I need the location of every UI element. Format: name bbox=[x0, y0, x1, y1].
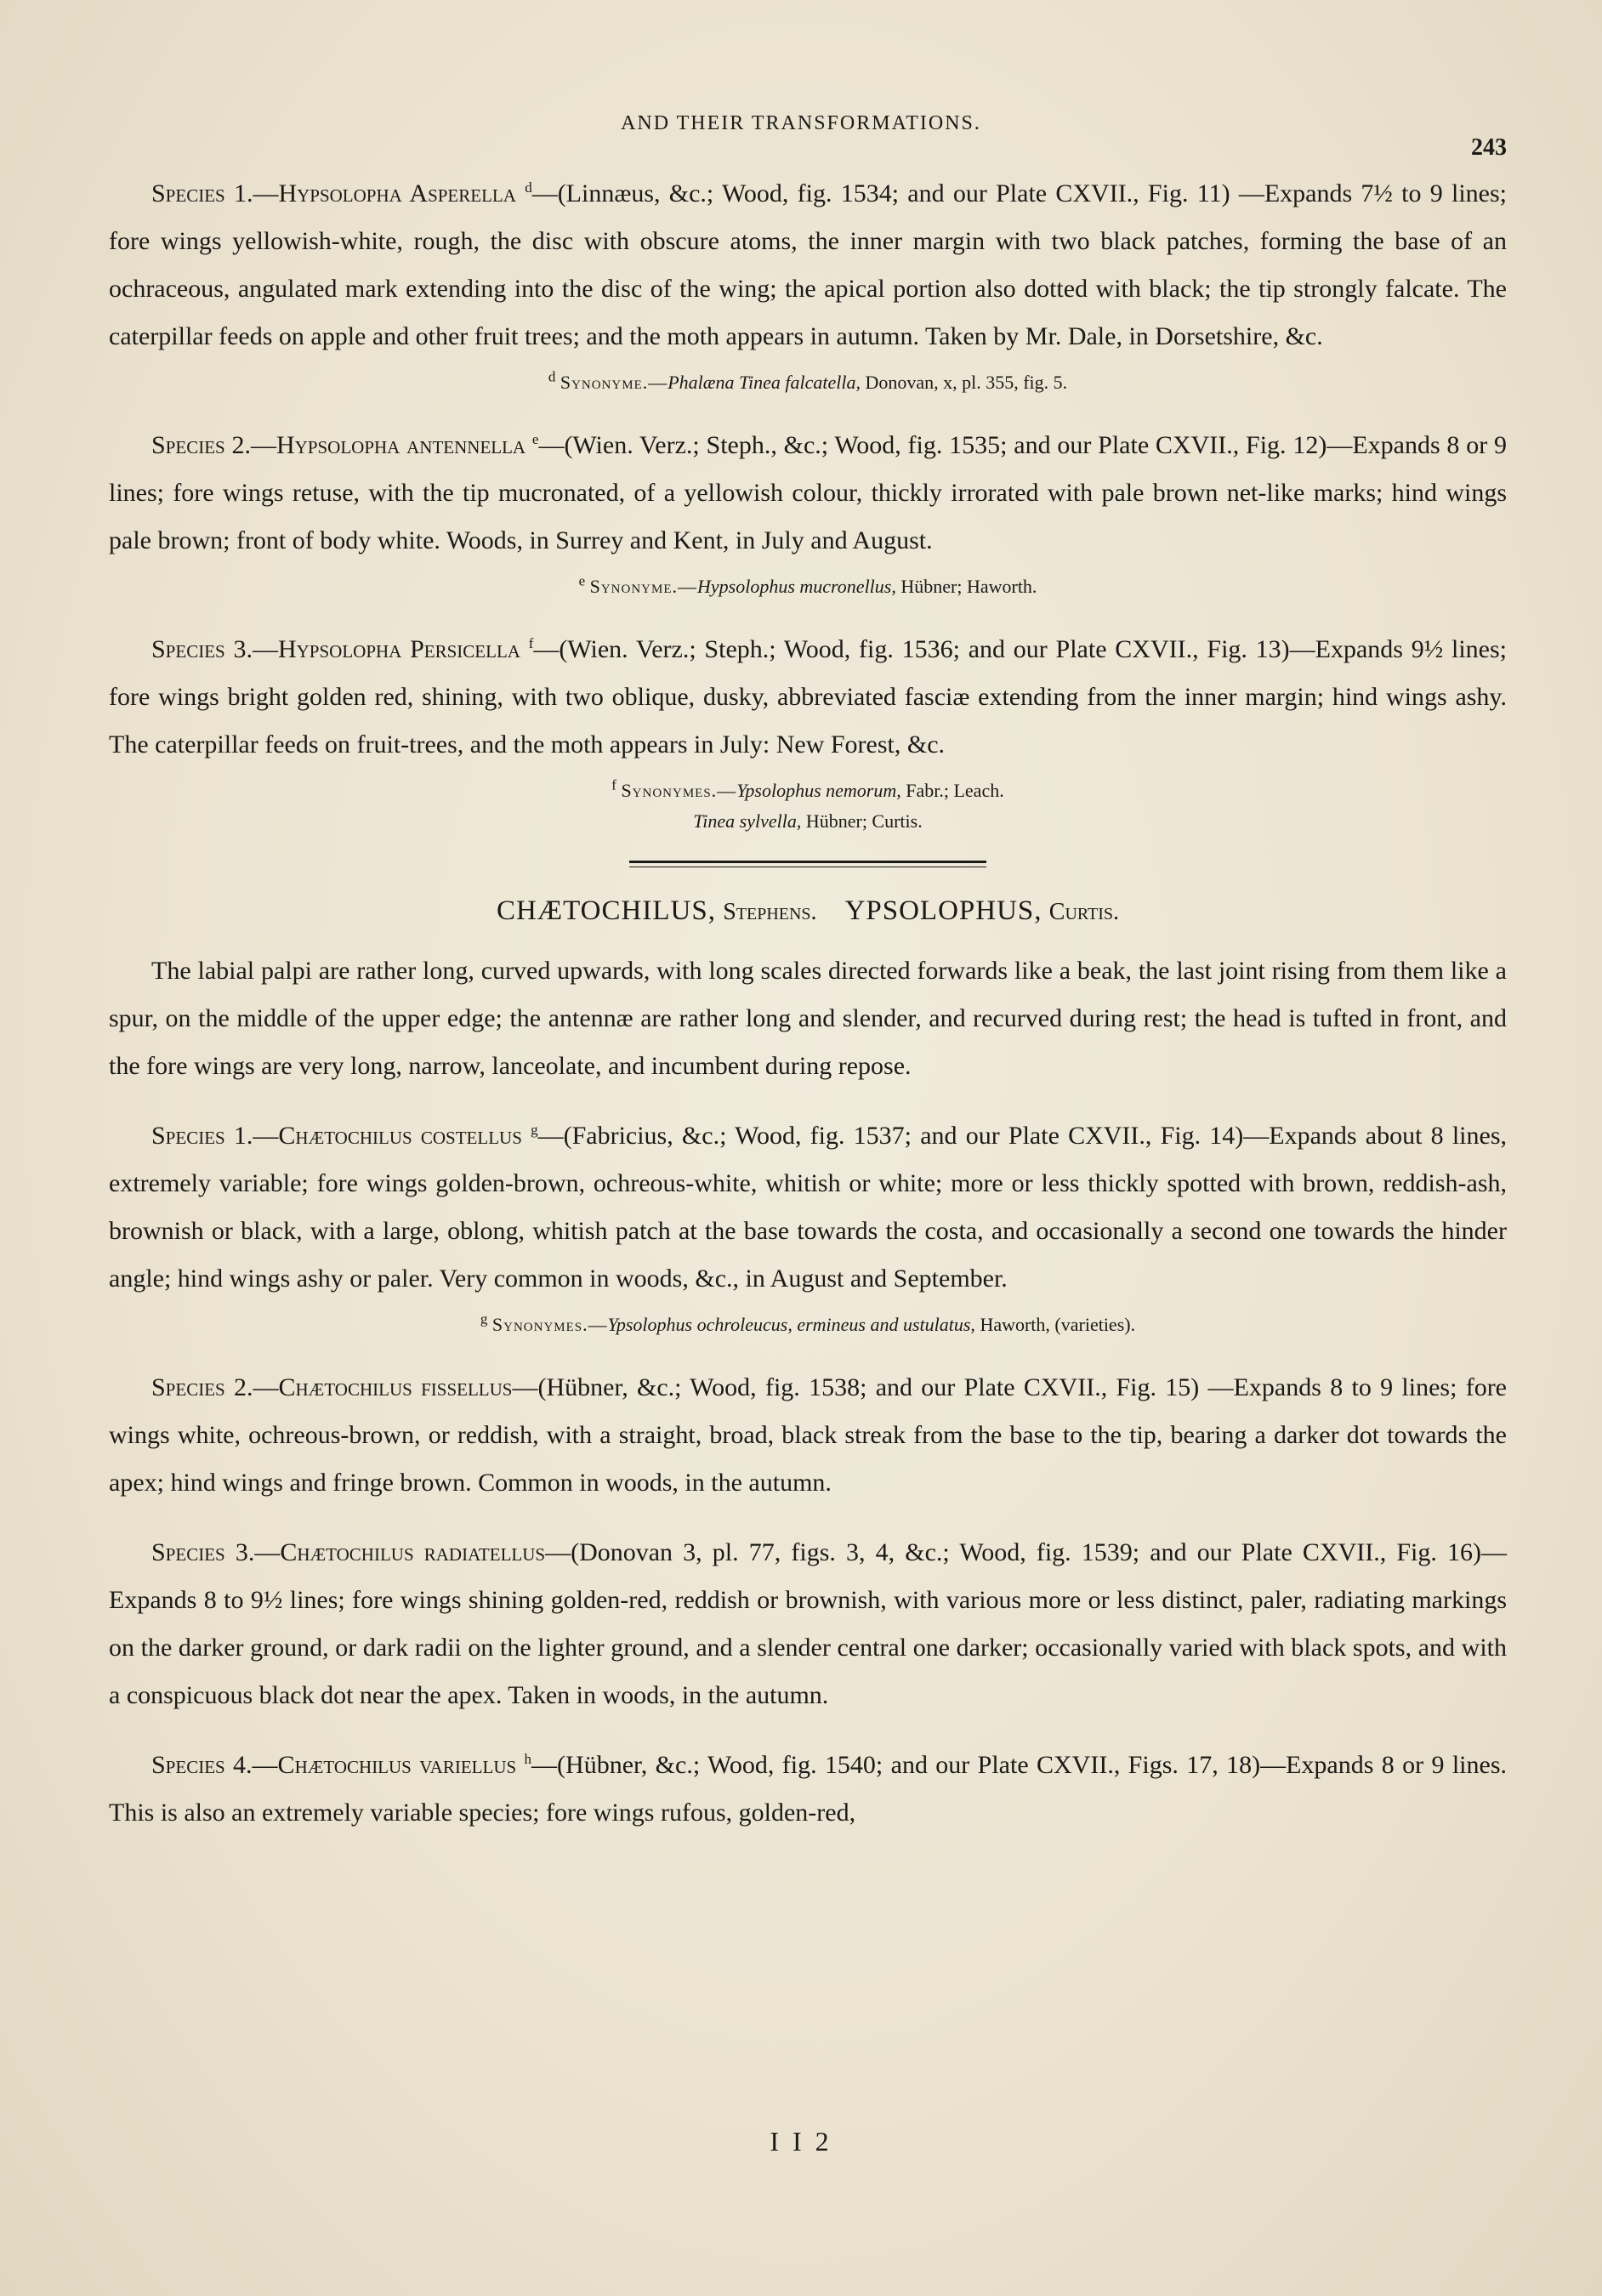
genus-author: Stephens. bbox=[723, 899, 817, 925]
species-text: —(Wien. Verz.; Steph., &c.; Wood, fig. 1535; and our Plate CXVII., Fig. 12)—Expands 8 or 9 lines; fore wings retuse, with the tip mucronated, of a yellowish colour, thickly irrorated with pale brown net-like marks; hind wings pale brown; front of body white. Woods, in Surrey and Kent, in July and August. bbox=[109, 431, 1507, 554]
species-label: Species 1.—Chætochilus costellus bbox=[151, 1122, 522, 1150]
species-entry bbox=[109, 1529, 1507, 1719]
footnote-italic-line2: Tinea sylvella, bbox=[693, 810, 802, 832]
footnote-rest: Donovan, x, pl. 355, fig. 5. bbox=[860, 372, 1068, 393]
species-entry bbox=[109, 422, 1507, 565]
footnote-ref: h bbox=[524, 1751, 532, 1767]
footnote-ref: e bbox=[531, 431, 539, 447]
footnote-label: Synonymes.— bbox=[491, 1314, 608, 1335]
genus-synonym-name: YPSOLOPHUS, bbox=[844, 895, 1042, 926]
printer-signature: I I 2 bbox=[770, 2126, 832, 2157]
species-text: —(Linnæus, &c.; Wood, fig. 1534; and our Plate CXVII., Fig. 11) —Expands 7½ to 9 lines; fore wings yellowish-white, rough, the disc with obscure atoms, the inner margin with two black patches, forming the base of an ochraceous, angulated mark extending into the disc of the wing; the apical portion also dotted with black; the tip strongly falcate. The caterpillar feeds on apple and other fruit trees; and the moth appears in autumn. Taken by Mr. Dale, in Dorsetshire, &c. bbox=[109, 179, 1507, 350]
species-text: —(Wien. Verz.; Steph.; Wood, fig. 1536; and our Plate CXVII., Fig. 13)—Expands 9½ lines; fore wings bright golden red, shining, with two oblique, dusky, abbreviated fasciæ extending from the inner margin; hind wings ashy. The caterpillar feeds on fruit-trees, and the moth appears in July: New Forest, &c. bbox=[109, 635, 1507, 759]
footnote-ref: f bbox=[528, 635, 534, 651]
page-number: 243 bbox=[1471, 134, 1507, 161]
footnote-italic: Ypsolophus nemorum, bbox=[736, 780, 901, 801]
footnote bbox=[109, 776, 1507, 837]
species-text: —(Hübner, &c.; Wood, fig. 1540; and our Plate CXVII., Figs. 17, 18)—Expands 8 or 9 lines. This is also an extremely variable species; fore wings rufous, golden-red, bbox=[109, 1751, 1508, 1827]
footnote-mark: f bbox=[611, 776, 616, 793]
footnote-italic: Phalæna Tinea falcatella, bbox=[668, 372, 861, 393]
species-label: Species 2.—Chætochilus fissellus bbox=[151, 1373, 513, 1401]
species-entry bbox=[109, 170, 1507, 361]
footnote bbox=[109, 571, 1507, 602]
footnote-ref: d bbox=[525, 179, 532, 196]
species-text: —(Fabricius, &c.; Wood, fig. 1537; and our Plate CXVII., Fig. 14)—Expands about 8 lines, extremely variable; fore wings golden-brown, ochreous-white, whitish or white; more or less thickly spotted with brown, reddish-ash, brownish or black, with a large, oblong, whitish patch at the base towards the costa, and occasionally a second one towards the hinder angle; hind wings ashy or paler. Very common in woods, &c., in August and September. bbox=[109, 1122, 1507, 1293]
footnote-label: Synonyme.— bbox=[589, 576, 698, 597]
footnote-label: Synonyme.— bbox=[560, 372, 668, 393]
species-text: —(Donovan 3, pl. 77, figs. 3, 4, &c.; Wood, fig. 1539; and our Plate CXVII., Fig. 16)—Expands 8 to 9½ lines; fore wings shining golden-red, reddish or brownish, with various more or less distinct, paler, radiating markings on the darker ground, or dark radii on the lighter ground, and a slender central one darker; occasionally varied with black spots, and with a conspicuous black dot near the apex. Taken in woods, in the autumn. bbox=[109, 1538, 1507, 1709]
species-label: Species 2.—Hypsolopha antennella bbox=[151, 431, 526, 459]
page-body bbox=[109, 170, 1507, 1837]
footnote bbox=[109, 1310, 1507, 1340]
species-label: Species 3.—Hypsolopha Persicella bbox=[151, 635, 520, 663]
footnote-rest: Haworth, (varieties). bbox=[974, 1314, 1136, 1335]
species-entry bbox=[109, 626, 1507, 769]
footnote-mark: g bbox=[480, 1310, 488, 1327]
footnote-ref: g bbox=[531, 1122, 538, 1138]
footnote-rest: Fabr.; Leach. bbox=[900, 780, 1004, 801]
footnote-rest: Hübner; Haworth. bbox=[895, 576, 1037, 597]
species-entry bbox=[109, 1112, 1507, 1303]
footnote-italic: Hypsolophus mucronellus, bbox=[697, 576, 896, 597]
species-label: Species 1.—Hypsolopha Asperella bbox=[151, 179, 516, 207]
species-entry bbox=[109, 1364, 1507, 1507]
footnote-mark: d bbox=[548, 368, 556, 385]
footnote-rest-line2: Hübner; Curtis. bbox=[801, 810, 923, 832]
footnote-italic: Ypsolophus ochroleucus, ermineus and ustulatus, bbox=[607, 1314, 975, 1335]
genus-name: CHÆTOCHILUS, bbox=[496, 895, 716, 926]
species-label: Species 3.—Chætochilus radiatellus bbox=[151, 1538, 546, 1566]
footnote-mark: e bbox=[578, 572, 586, 589]
species-entry bbox=[109, 1742, 1507, 1837]
running-head: AND THEIR TRANSFORMATIONS. bbox=[621, 112, 981, 134]
footnote bbox=[109, 367, 1507, 398]
genus-description: The labial palpi are rather long, curved upwards, with long scales directed forwards like a beak, the last joint rising from them like a spur, on the middle of the upper edge; the antennæ are rather long and slender, and recurved during rest; the head is tufted in front, and the fore wings are very long, narrow, lanceolate, and incumbent during repose. bbox=[109, 957, 1507, 1080]
footnote-label: Synonymes.— bbox=[621, 780, 737, 801]
genus-synonym-author: Curtis. bbox=[1048, 899, 1120, 925]
species-text: —(Hübner, &c.; Wood, fig. 1538; and our Plate CXVII., Fig. 15) —Expands 8 to 9 lines; fore wings white, ochreous-brown, or reddish, with a straight, broad, black streak from the base to the tip, bearing a darker dot towards the apex; hind wings and fringe brown. Common in woods, in the autumn. bbox=[109, 1373, 1508, 1497]
genus-heading bbox=[109, 889, 1507, 934]
section-divider bbox=[629, 861, 986, 867]
species-label: Species 4.—Chætochilus variellus bbox=[151, 1751, 517, 1779]
